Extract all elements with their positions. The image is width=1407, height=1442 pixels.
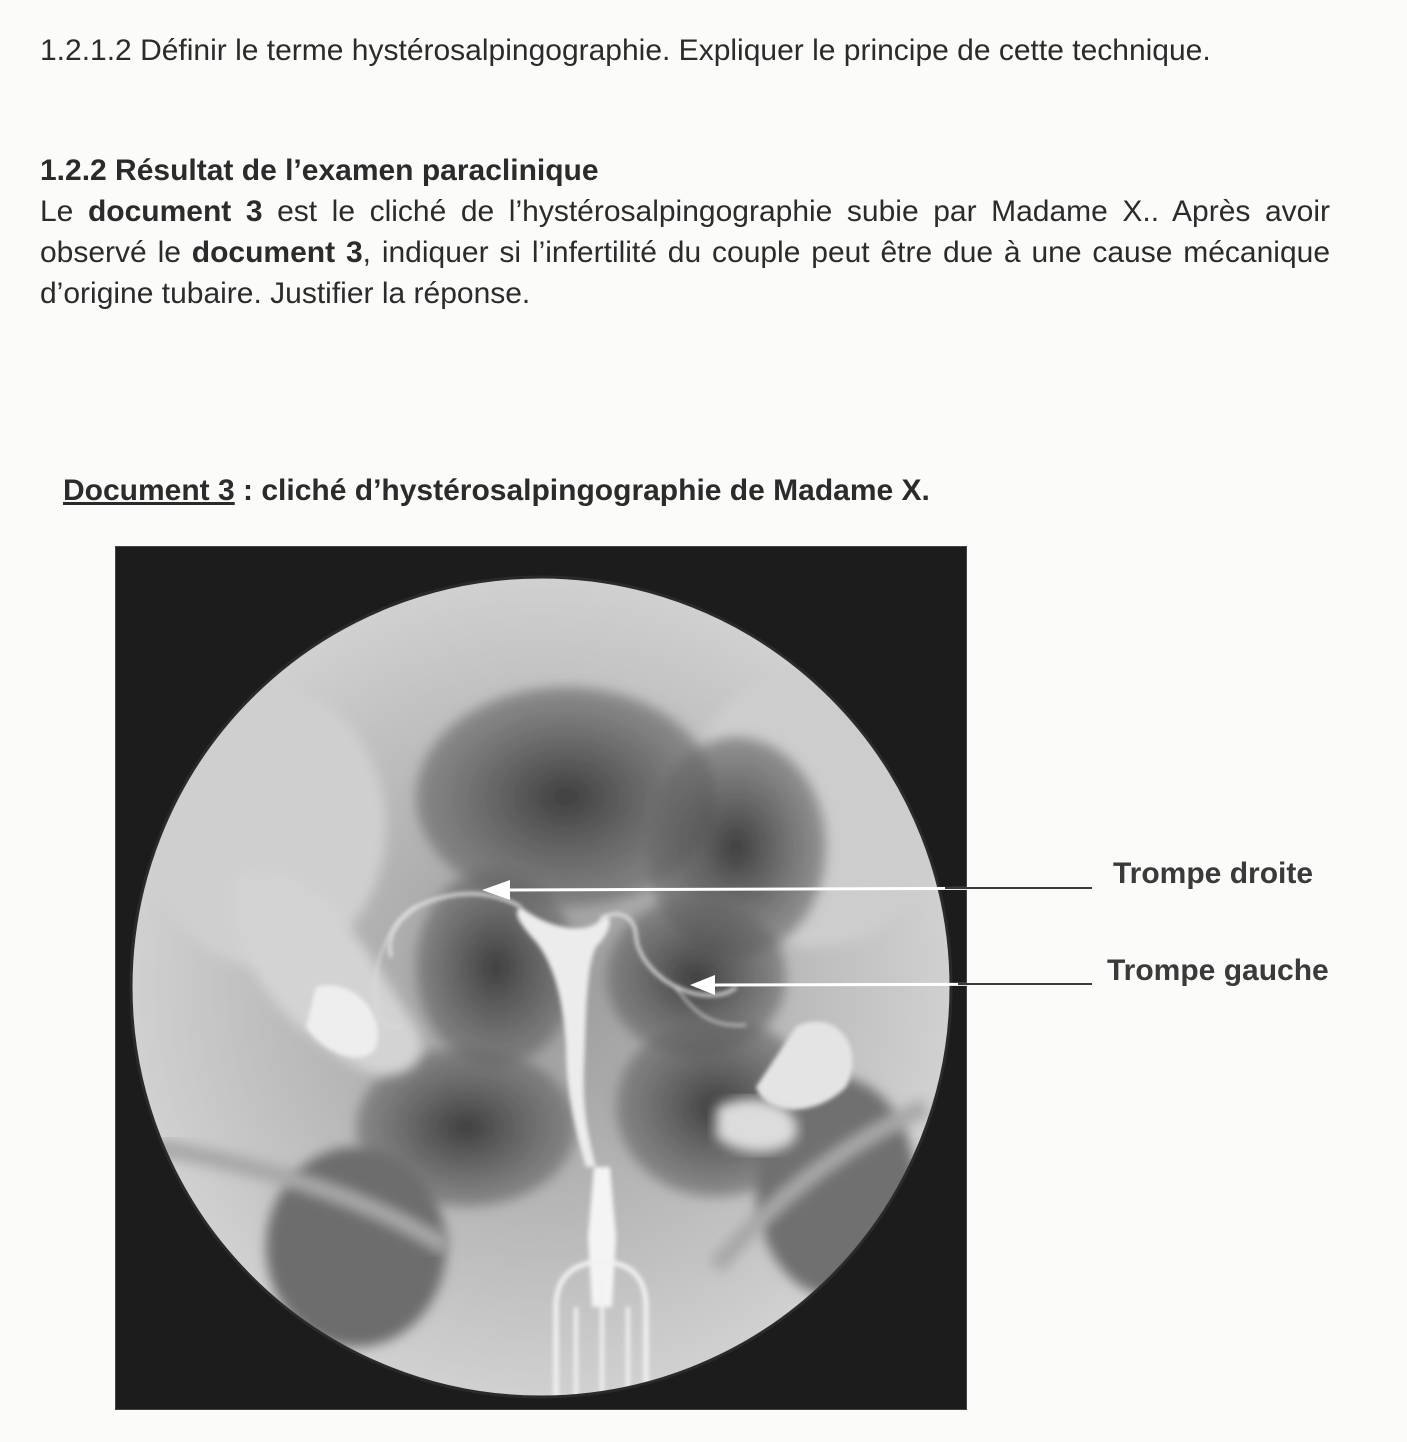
section-title-1-2-2: 1.2.2 Résultat de l’examen paraclinique xyxy=(40,154,599,187)
document-reference: document 3 xyxy=(191,236,363,269)
hysterosalpingography-image xyxy=(115,546,967,1410)
document-reference: document 3 xyxy=(87,195,263,228)
section-1-2-2-body xyxy=(40,191,1330,314)
body-text: Le xyxy=(40,195,88,228)
left-tube-label: Trompe gauche xyxy=(1107,954,1329,987)
document-3-label: Document 3 xyxy=(63,474,235,507)
document-3-caption xyxy=(63,470,930,511)
body-text: est le cliché de l’hystérosalpingographie subie par Madame X.. Après avoir observé le xyxy=(40,195,1330,269)
document-3-caption-text: : cliché d’hystérosalpingographie de Madame X. xyxy=(234,474,930,507)
xray-illustration xyxy=(116,547,966,1409)
right-tube-label: Trompe droite xyxy=(1113,857,1314,890)
body-text: , indiquer si l’infertilité du couple peut être due à une cause mécanique d’origine tubaire. Justifier la réponse. xyxy=(40,236,1331,310)
question-1-2-1-2: 1.2.1.2 Définir le terme hystérosalpingographie. Expliquer le principe de cette technique. xyxy=(40,34,1211,67)
